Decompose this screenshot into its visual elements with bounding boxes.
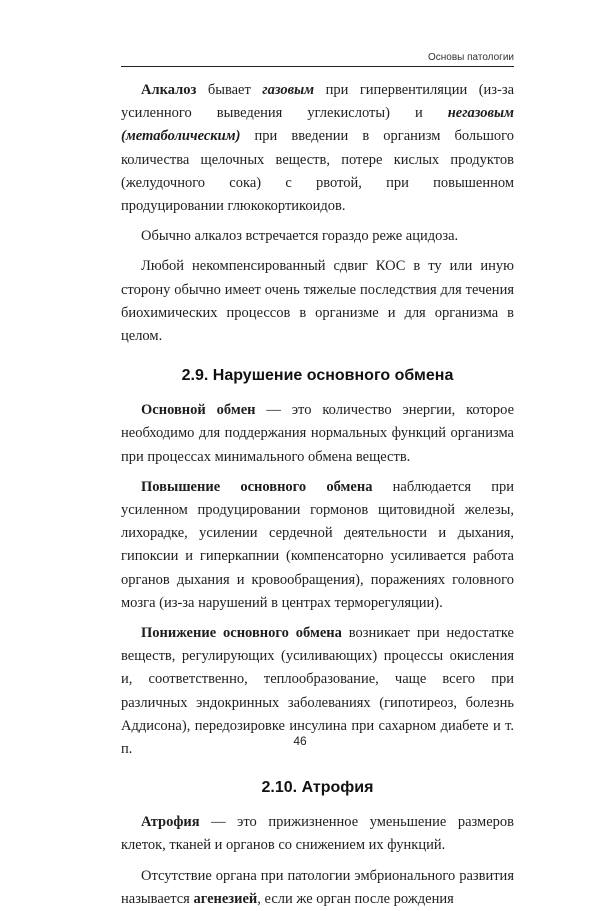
paragraph: Основной обмен — это количество энергии, которое необходимо для поддержания нормальных функций организма при процессах минимального обмена веществ. <box>121 402 515 465</box>
paragraph: Понижение основного обмена возникает при недостатке веществ, регулирующих (усиливающих) процессы окисления и, соответственно, теплообразование, чаще всего при различных эндокринных заболеваниях (гипотиреоз, болезнь Аддисона), передозировке инсулина при сахарном диабете и т. п. <box>121 625 514 758</box>
paragraph: Повышение основного обмена наблюдается при усиленном продуцировании гормонов щитовидной железы, лихорадке, усилении сердечной деятельности и дыхания, гипоксии и гиперкапнии (компенсаторно усиливается работа органов дыхания и кровообращения), поражениях головного мозга (из-за нарушений в центрах терморегуляции). <box>121 478 515 611</box>
section-heading-2-10: 2.10. Атрофия <box>261 779 374 797</box>
section-heading-2-9: 2.9. Нарушение основного обмена <box>181 367 454 385</box>
paragraph: Обычно алкалоз встречается гораздо реже ацидоза. <box>141 228 459 245</box>
term: Понижение основного обмена <box>141 625 342 642</box>
paragraph: Любой некомпенсированный сдвиг КОС в ту или иную сторону обычно имеет очень тяжелые последствия для течения биохимических процессов в организме и для организма в целом. <box>121 258 514 345</box>
paragraph: Отсутствие органа при патологии эмбрионального развития называется агенезией, если же орган после рождения <box>121 867 514 907</box>
paragraph: Атрофия — это прижизненное уменьшение размеров клеток, тканей и органов со снижением их функций. <box>121 814 514 854</box>
term-alkalosis: Алкалоз <box>141 82 197 98</box>
page-body <box>121 79 514 911</box>
term: Атрофия <box>141 814 200 831</box>
term-nongas: негазовым (метаболическим) <box>121 105 514 145</box>
page-number: 46 <box>293 734 307 748</box>
alkalosis-paragraph: Алкалоз бывает газовым при гипервентиляции (из-за усиленного выведения углекислоты) и негазовым (метаболическим) при введении в организм большого количества щелочных веществ, потере кислых продуктов (желудочного сока) с рвотой, при повышенном продуцировании глюкокортикоидов. <box>121 82 515 215</box>
term: Основной обмен <box>141 402 256 419</box>
term: агенезией <box>193 890 258 907</box>
running-header: Основы патологии <box>427 52 514 63</box>
header-rule <box>121 66 514 67</box>
term-gas: газовым <box>262 82 315 98</box>
term: Повышение основного обмена <box>141 478 373 495</box>
